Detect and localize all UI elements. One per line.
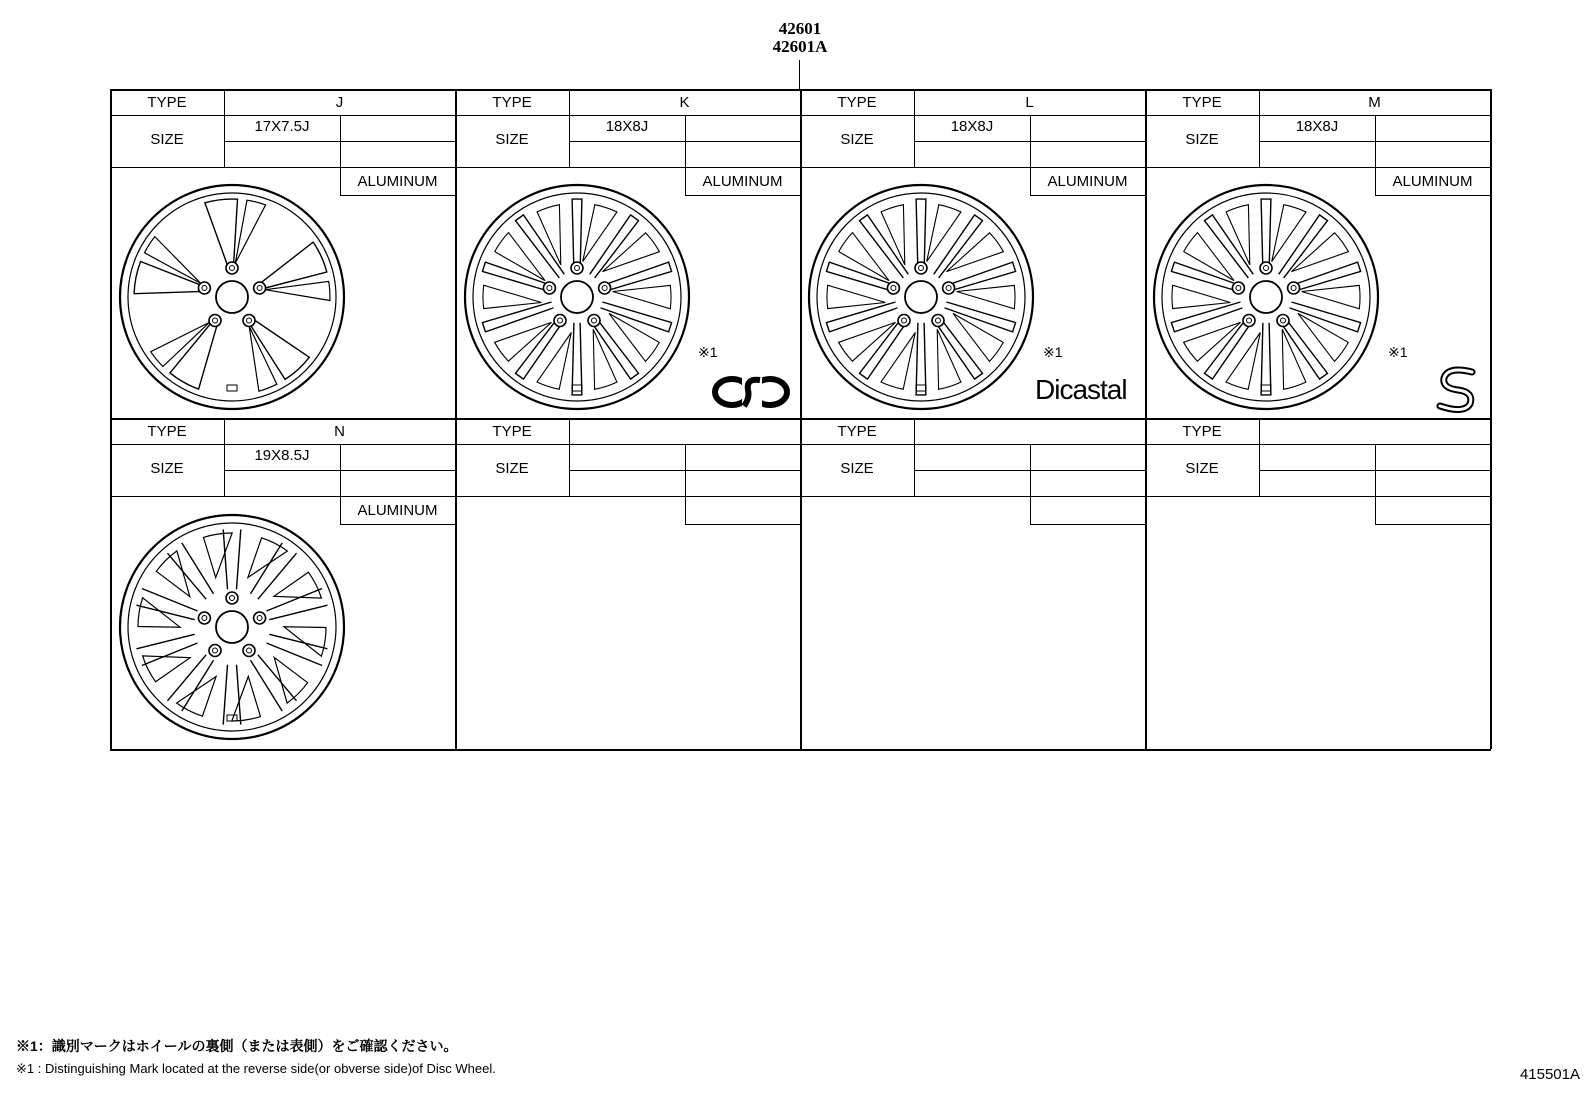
wheel-drawing [112, 507, 352, 747]
wheel-drawing [801, 177, 1041, 417]
size-label: SIZE [150, 460, 184, 477]
material-label: ALUMINUM [1047, 173, 1128, 190]
leader-line [799, 60, 800, 90]
type-label: TYPE [147, 94, 187, 111]
grid-material-underline [1030, 195, 1145, 196]
wheel-drawing [112, 177, 352, 417]
mark-reference: ※1 [1043, 344, 1063, 360]
size-label: SIZE [495, 460, 529, 477]
material-label: ALUMINUM [357, 173, 438, 190]
size-label: SIZE [840, 460, 874, 477]
grid-size-midline [914, 141, 1145, 142]
part-numbers [760, 20, 840, 56]
type-value: N [334, 423, 345, 440]
grid-size-subdivider [1030, 444, 1031, 524]
type-label: TYPE [492, 423, 532, 440]
grid-size-midline [914, 470, 1145, 471]
size-label: SIZE [150, 131, 184, 148]
size-label: SIZE [495, 131, 529, 148]
size-value: 19X8.5J [254, 447, 310, 464]
grid-material-underline [685, 524, 800, 525]
type-label: TYPE [1182, 423, 1222, 440]
material-label: ALUMINUM [1392, 173, 1473, 190]
type-value: M [1368, 94, 1381, 111]
size-label: SIZE [1185, 131, 1219, 148]
grid-size-midline [224, 141, 455, 142]
drawing-number: 415501A [1519, 1066, 1580, 1083]
mark-reference: ※1 [698, 344, 718, 360]
dicastal-logo: Dicastal [1035, 374, 1127, 405]
type-value: J [335, 94, 344, 111]
grid-label-divider [914, 418, 915, 496]
type-value: K [679, 94, 690, 111]
note-english: ※1 : Distinguishing Mark located at the reverse side(or obverse side)of Disc Wheel. [16, 1061, 496, 1076]
grid-size-midline [224, 470, 455, 471]
type-label: TYPE [837, 423, 877, 440]
size-value: 18X8J [950, 118, 994, 135]
size-value: 18X8J [1295, 118, 1339, 135]
type-label: TYPE [1182, 94, 1222, 111]
type-value: L [1025, 94, 1034, 111]
s-logo-icon [1428, 362, 1484, 418]
type-label: TYPE [147, 423, 187, 440]
grid-bottom-border [110, 749, 1491, 751]
cs-logo-icon [710, 370, 794, 414]
grid-size-subdivider [685, 444, 686, 524]
grid-column-border [1490, 418, 1492, 749]
grid-size-midline [569, 470, 800, 471]
grid-size-midline [569, 141, 800, 142]
grid-label-divider [1259, 418, 1260, 496]
note-japanese: ※1：識別マークはホイールの裏側（または表側）をご確認ください。 [16, 1038, 458, 1054]
grid-column-border [1490, 89, 1492, 420]
material-label: ALUMINUM [357, 502, 438, 519]
mark-reference: ※1 [1388, 344, 1408, 360]
grid-size-midline [1259, 141, 1490, 142]
grid-label-divider [569, 418, 570, 496]
type-label: TYPE [837, 94, 877, 111]
type-label: TYPE [492, 94, 532, 111]
size-value: 18X8J [605, 118, 649, 135]
grid-material-underline [1375, 195, 1490, 196]
size-label: SIZE [1185, 460, 1219, 477]
size-label: SIZE [840, 131, 874, 148]
part-number-alternate: 42601A [772, 37, 828, 56]
wheel-drawing [1146, 177, 1386, 417]
grid-size-midline [1259, 470, 1490, 471]
material-label: ALUMINUM [702, 173, 783, 190]
grid-material-underline [340, 524, 455, 525]
grid-material-underline [685, 195, 800, 196]
part-number-primary: 42601 [778, 19, 822, 38]
grid-material-underline [340, 195, 455, 196]
grid-material-underline [1030, 524, 1145, 525]
grid-size-subdivider [1375, 444, 1376, 524]
wheel-drawing [457, 177, 697, 417]
size-value: 17X7.5J [254, 118, 310, 135]
grid-material-underline [1375, 524, 1490, 525]
